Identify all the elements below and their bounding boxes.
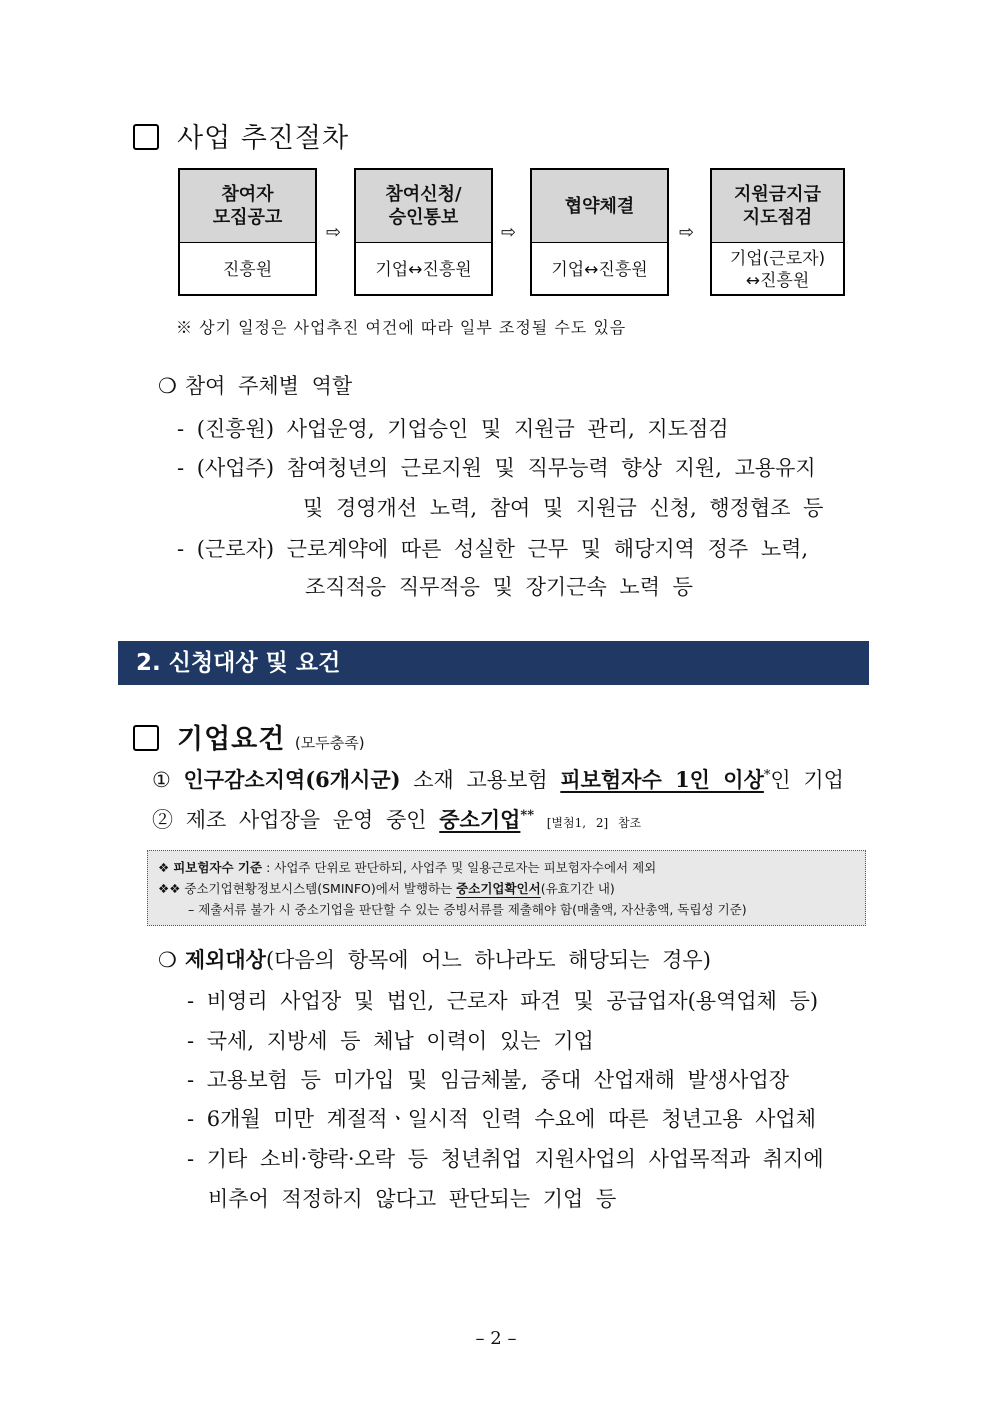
section-heading-requirements: 기업요건 (모두충족) — [133, 717, 365, 756]
exclusion-title: ❍ 제외대상(다음의 항목에 어느 하나라도 해당되는 경우) — [158, 947, 711, 972]
flow-step-2 — [354, 168, 493, 296]
role-line: - (진흥원) 사업운영, 기업승인 및 지원금 관리, 지도점검 — [177, 417, 729, 441]
flow-step-body: 기업↔진흥원 — [551, 260, 648, 280]
exclusion-item: - 고용보험 등 미가입 및 임금체불, 중대 산업재해 발생사업장 — [187, 1068, 790, 1092]
circle-bullet-icon: ❍ — [158, 374, 177, 398]
section-heading-procedure: 사업 추진절차 — [133, 116, 349, 155]
flow-step-body: 기업↔진흥원 — [375, 260, 472, 280]
flow-step-4 — [710, 168, 845, 296]
flow-step-head: 지원금지급 지도점검 — [712, 170, 843, 243]
roles-title: ❍ 참여 주체별 역할 — [158, 374, 353, 398]
exclusion-item-cont: 비추어 적정하지 않다고 판단되는 기업 등 — [208, 1187, 617, 1211]
right-arrow-icon: ⇨ — [679, 222, 695, 243]
flow-step-head: 참여신청/ 승인통보 — [356, 170, 491, 243]
flow-step-3 — [530, 168, 669, 296]
flow-step-body: 진흥원 — [222, 260, 273, 280]
flow-step-head: 협약체결 — [532, 170, 667, 243]
role-line-cont: 및 경영개선 노력, 참여 및 지원금 신청, 행정협조 등 — [303, 496, 824, 520]
role-line: - (근로자) 근로계약에 따른 성실한 근무 및 해당지역 정주 노력, — [177, 537, 809, 561]
requirement-notes-box — [147, 850, 866, 926]
checkbox-square-icon — [133, 124, 159, 150]
exclusion-item: - 6개월 미만 계절적ㆍ일시적 인력 수요에 따른 청년고용 사업체 — [187, 1107, 817, 1131]
circle-bullet-icon: ❍ — [158, 948, 177, 972]
page-number: – 2 – — [475, 1328, 517, 1349]
role-line-cont: 조직적응 직무적응 및 장기근속 노력 등 — [305, 575, 693, 599]
role-line: - (사업주) 참여청년의 근로지원 및 직무능력 향상 지원, 고용유지 — [177, 456, 816, 480]
exclusion-item: - 국세, 지방세 등 체납 이력이 있는 기업 — [187, 1029, 594, 1053]
note-line-3: – 제출서류 불가 시 중소기업을 판단할 수 있는 증빙서류를 제출해야 함(매출액, 자산총액, 독립성 기준) — [188, 902, 747, 917]
note-line-2: ❖❖ 중소기업현황정보시스템(SMINFO)에서 발행하는 중소기업확인서(유효기간 내) — [158, 881, 615, 896]
flow-step-1 — [178, 168, 317, 296]
exclusion-item: - 기타 소비·향락·오락 등 청년취업 지원사업의 사업목적과 취지에 — [187, 1147, 824, 1171]
checkbox-square-icon — [133, 725, 159, 751]
right-arrow-icon: ⇨ — [501, 222, 517, 243]
right-arrow-icon: ⇨ — [326, 222, 342, 243]
note-line-1: ❖ 피보험자수 기준 : 사업주 단위로 판단하되, 사업주 및 일용근로자는 피보험자수에서 제외 — [158, 860, 657, 875]
schedule-note: ※ 상기 일정은 사업추진 여건에 따라 일부 조정될 수도 있음 — [176, 318, 627, 337]
exclusion-item: - 비영리 사업장 및 법인, 근로자 파견 및 공급업자(용역업체 등) — [187, 989, 819, 1013]
requirement-2: ② 제조 사업장을 운영 중인 중소기업** [별첨1, 2] 참조 — [152, 807, 642, 832]
flow-step-body: 기업(근로자) ↔진흥원 — [729, 249, 826, 291]
section-title-bar: 2. 신청대상 및 요건 — [118, 641, 869, 685]
flow-step-head: 참여자 모집공고 — [180, 170, 315, 243]
requirement-1: ① 인구감소지역(6개시군) 소재 고용보험 피보험자수 1인 이상*인 기업 — [152, 767, 844, 792]
